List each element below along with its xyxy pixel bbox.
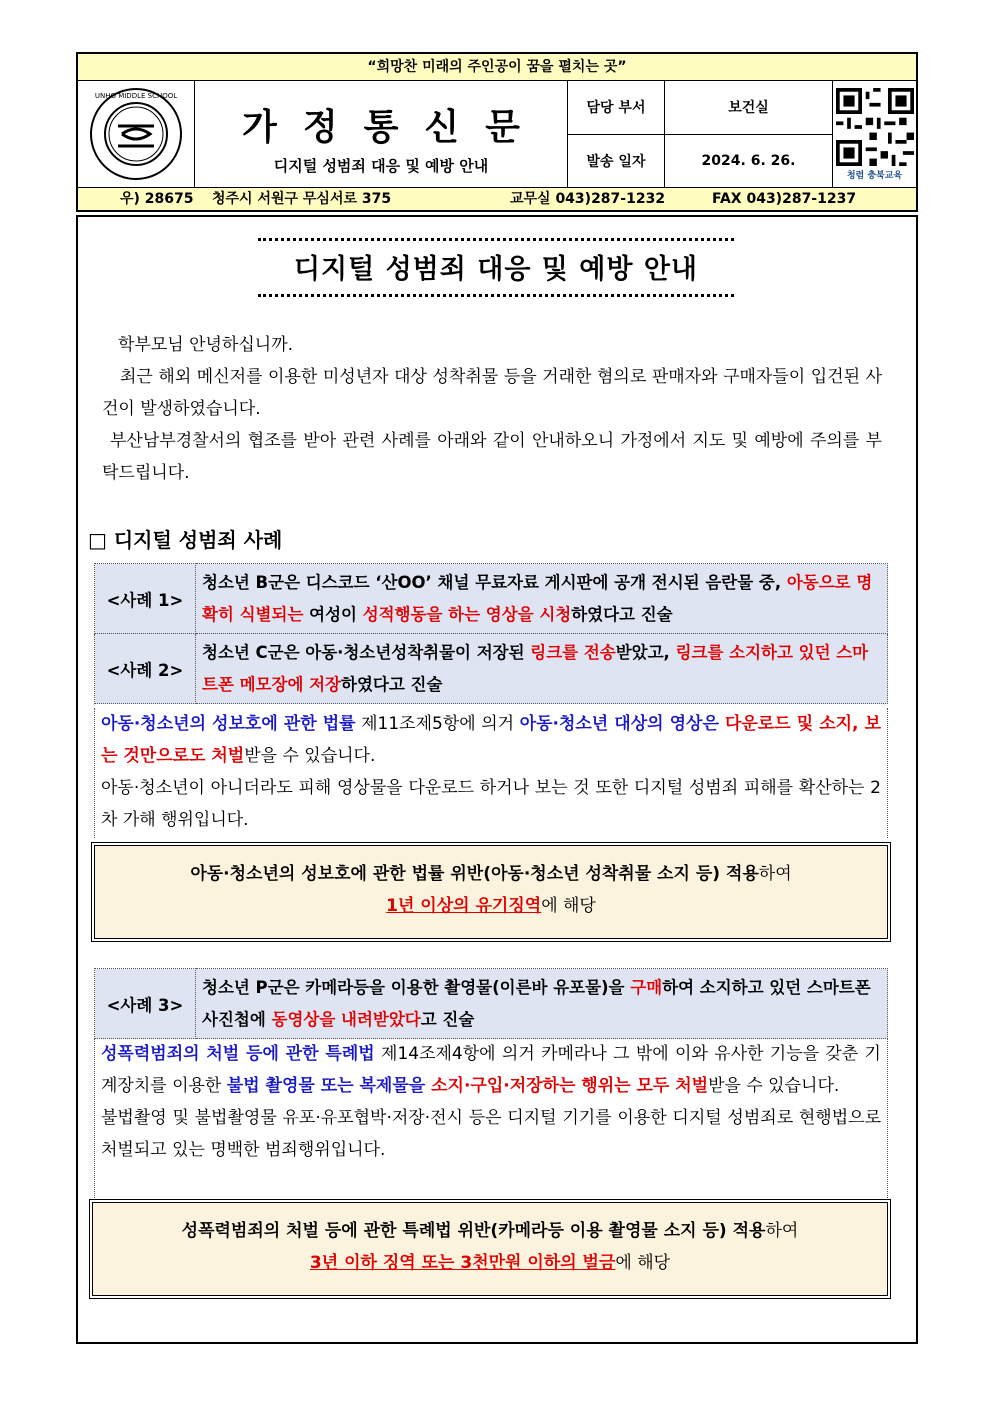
intro-paragraph-2: 부산남부경찰서의 협조를 받아 관련 사례를 아래와 같이 안내하오니 가정에서 지도 및 예방에 주의를 부탁드립니다. — [102, 431, 882, 483]
newsletter-header — [76, 52, 918, 212]
dept-label: 담당 부서 — [568, 81, 665, 134]
case-3-label: <사례 3> — [95, 969, 196, 1039]
school-logo — [78, 81, 195, 187]
case-table-3 — [94, 968, 888, 1039]
office-phone: 교무실 043)287-1232 — [510, 191, 666, 207]
case-1-label: <사례 1> — [95, 564, 196, 634]
law-explanation-1-note: 아동·청소년이 아니더라도 피해 영상물을 다운로드 하거나 보는 것 또한 디지털 성범죄 피해를 확산하는 2차 가해 행위입니다. — [101, 778, 881, 830]
school-address: 청주시 서원구 무심서로 375 — [212, 191, 392, 207]
penalty-box-2: 성폭력범죄의 처벌 등에 관한 특례법 위반(카메라등 이용 촬영물 소지 등) 적용하여 3년 이하 징역 또는 3천만원 이하의 벌금에 해당 — [92, 1202, 888, 1296]
document-title: 디지털 성범죄 대응 및 예방 안내 — [293, 254, 699, 285]
seal-text: UNHO MIDDLE SCHOOL — [94, 92, 178, 100]
fax-number: FAX 043)287-1237 — [712, 191, 857, 207]
newsletter-subtitle: 디지털 성범죄 대응 및 예방 안내 — [273, 157, 489, 175]
school-seal-icon — [88, 86, 184, 182]
section-title: □ 디지털 성범죄 사례 — [88, 528, 283, 552]
case-table-1 — [94, 563, 888, 704]
case-2-text: 청소년 C군은 아동·청소년성착취물이 저장된 링크를 전송받았고, 링크를 소지하고 있던 스마트폰 메모장에 저장하였다고 진술 — [196, 634, 888, 704]
qr-code-icon — [836, 88, 914, 166]
qr-code[interactable] — [833, 81, 916, 187]
greeting: 학부모님 안녕하십니까. — [118, 335, 294, 355]
case-3-text: 청소년 P군은 카메라등을 이용한 촬영물(이른바 유포물)을 구매하여 소지하고 있던 스마트폰 사진첩에 동영상을 내려받았다고 진술 — [196, 969, 888, 1039]
newsletter-title: 가정통신문 — [242, 106, 546, 148]
dept-value: 보건실 — [728, 100, 769, 117]
date-label: 발송 일자 — [568, 135, 665, 188]
intro-paragraph-1: 최근 해외 메신저를 이용한 미성년자 대상 성착취물 등을 거래한 혐의로 판매자와 구매자들이 입건된 사건이 발생하였습니다. — [102, 367, 882, 419]
qr-caption: 청렴 충북교육 — [846, 170, 903, 181]
law-explanation-2: 성폭력범죄의 처벌 등에 관한 특례법 제14조제4항에 의거 카메라나 그 밖에 이와 유사한 기능을 갖춘 기계장치를 이용한 불법 촬영물 또는 복제물을 소지·구입·저장하는 행위는 모두 처벌받을 수 있습니다. 불법촬영 및 불법촬영물 유포·유포협박·저장·전시 등은 디지털 기기를 이용한 디지털 성범죄로 현행법으로 처벌되고 있는 명백한 범죄행위입니다. — [94, 1038, 888, 1198]
title-divider-top — [258, 238, 734, 241]
postal-code: 우) 28675 — [120, 191, 194, 207]
penalty-box-1: 아동·청소년의 성보호에 관한 법률 위반(아동·청소년 성착취물 소지 등) 적용하여 1년 이상의 유기징역에 해당 — [94, 845, 888, 939]
law-explanation-1: 아동·청소년의 성보호에 관한 법률 제11조제5항에 의거 아동·청소년 대상의 영상은 다운로드 및 소지, 보는 것만으로도 처벌받을 수 있습니다. 아동·청소년이 아니더라도 피해 영상물을 다운로드 하거나 보는 것 또한 디지털 성범죄 피해를 확산하는 2차 가해 행위입니다. — [94, 708, 888, 838]
date-value: 2024. 6. 26. — [701, 152, 796, 169]
case-1-text: 청소년 B군은 디스코드 ‘산OO’ 채널 무료자료 게시판에 공개 전시된 음란물 중, 아동으로 명확히 식별되는 여성이 성적행동을 하는 영상을 시청하였다고 진술 — [196, 564, 888, 634]
title-divider-bottom — [258, 294, 734, 297]
law-explanation-2-note: 불법촬영 및 불법촬영물 유포·유포협박·저장·전시 등은 디지털 기기를 이용한 디지털 성범죄로 현행법으로 처벌되고 있는 명백한 범죄행위입니다. — [101, 1108, 881, 1160]
newsletter-meta — [568, 81, 833, 187]
address-bar — [78, 188, 916, 210]
case-2-label: <사례 2> — [95, 634, 196, 704]
school-motto: “희망찬 미래의 주인공이 꿈을 펼치는 곳” — [78, 54, 916, 81]
